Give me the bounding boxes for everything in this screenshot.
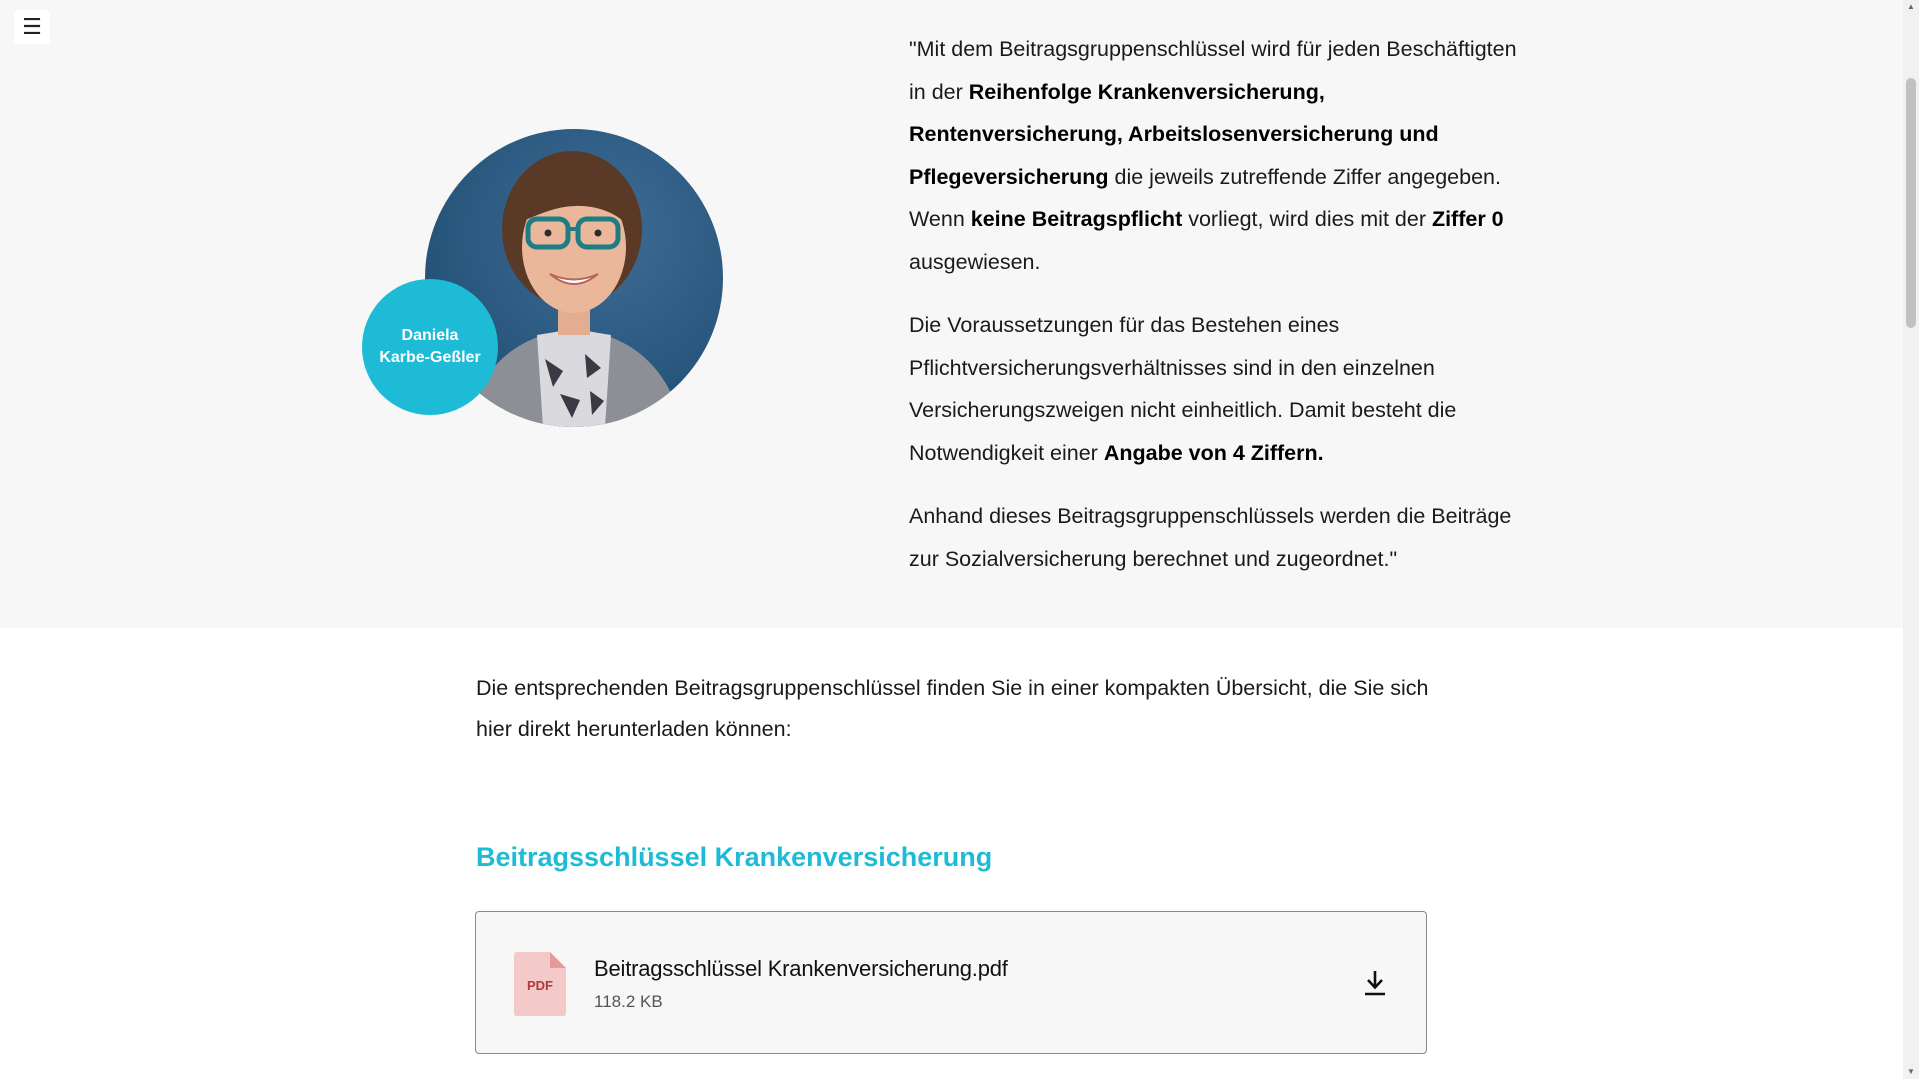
- file-name[interactable]: Beitragsschlüssel Krankenversicherung.pdf: [594, 956, 1008, 981]
- name-first: Daniela: [401, 327, 459, 344]
- quote-bold: keine Beitragspflicht: [970, 207, 1183, 231]
- quote-text: "Mit dem Beitragsgruppenschlüssel wird für jeden Beschäftigten in der: [909, 37, 1517, 104]
- menu-button[interactable]: [14, 10, 50, 44]
- quote-text: Die Voraussetzungen für das Bestehen eines Pflichtversicherungsverhältnisses sind in den einzelnen Versicherungszweigen nicht einheitlich. Damit besteht die Notwendigkeit einer: [909, 313, 1457, 465]
- quote-bold: Reihenfolge Krankenversicherung, Rentenversicherung, Arbeitslosenversicherung und Pflegeversicherung: [909, 79, 1439, 189]
- download-icon: [1364, 970, 1386, 996]
- intro-text: Die entsprechenden Beitragsgruppenschlüssel finden Sie in einer kompakten Übersicht, die Sie sich hier direkt herunterladen können:: [476, 676, 1429, 741]
- scroll-down-icon[interactable]: ▼: [1907, 1067, 1915, 1076]
- file-size: 118.2 KB: [594, 992, 663, 1011]
- quote-text: die jeweils zutreffende Ziffer angegeben. Wenn: [909, 164, 1501, 231]
- quote-text: ausgewiesen.: [909, 249, 1041, 274]
- quote-paragraph-3: Anhand dieses Beitragsgruppenschlüssels werden die Beiträge zur Sozialversicherung berechnet und zugeordnet.": [909, 504, 1512, 571]
- quote-text: vorliegt, wird dies mit der: [1182, 207, 1432, 231]
- download-button[interactable]: [1360, 966, 1390, 1000]
- vertical-scrollbar[interactable]: [1903, 0, 1919, 1079]
- section-title: Beitragsschlüssel Krankenversicherung: [476, 842, 993, 872]
- scroll-up-icon[interactable]: ▲: [1907, 2, 1915, 11]
- file-download-card[interactable]: [475, 911, 1427, 1054]
- quote-paragraph-2: [909, 304, 1529, 474]
- quote-bold: Angabe von 4 Ziffern.: [1103, 440, 1324, 465]
- pdf-label: PDF: [527, 978, 553, 993]
- name-badge: [362, 279, 498, 415]
- quote-paragraph-1: [909, 28, 1529, 283]
- pdf-file-icon: [514, 952, 566, 1016]
- hamburger-icon: ☰: [22, 14, 42, 39]
- scrollbar-thumb[interactable]: [1906, 78, 1916, 328]
- quote-bold: Ziffer 0: [1431, 207, 1504, 231]
- name-last: Karbe-Geßler: [379, 349, 481, 366]
- quote-block: [909, 28, 1529, 601]
